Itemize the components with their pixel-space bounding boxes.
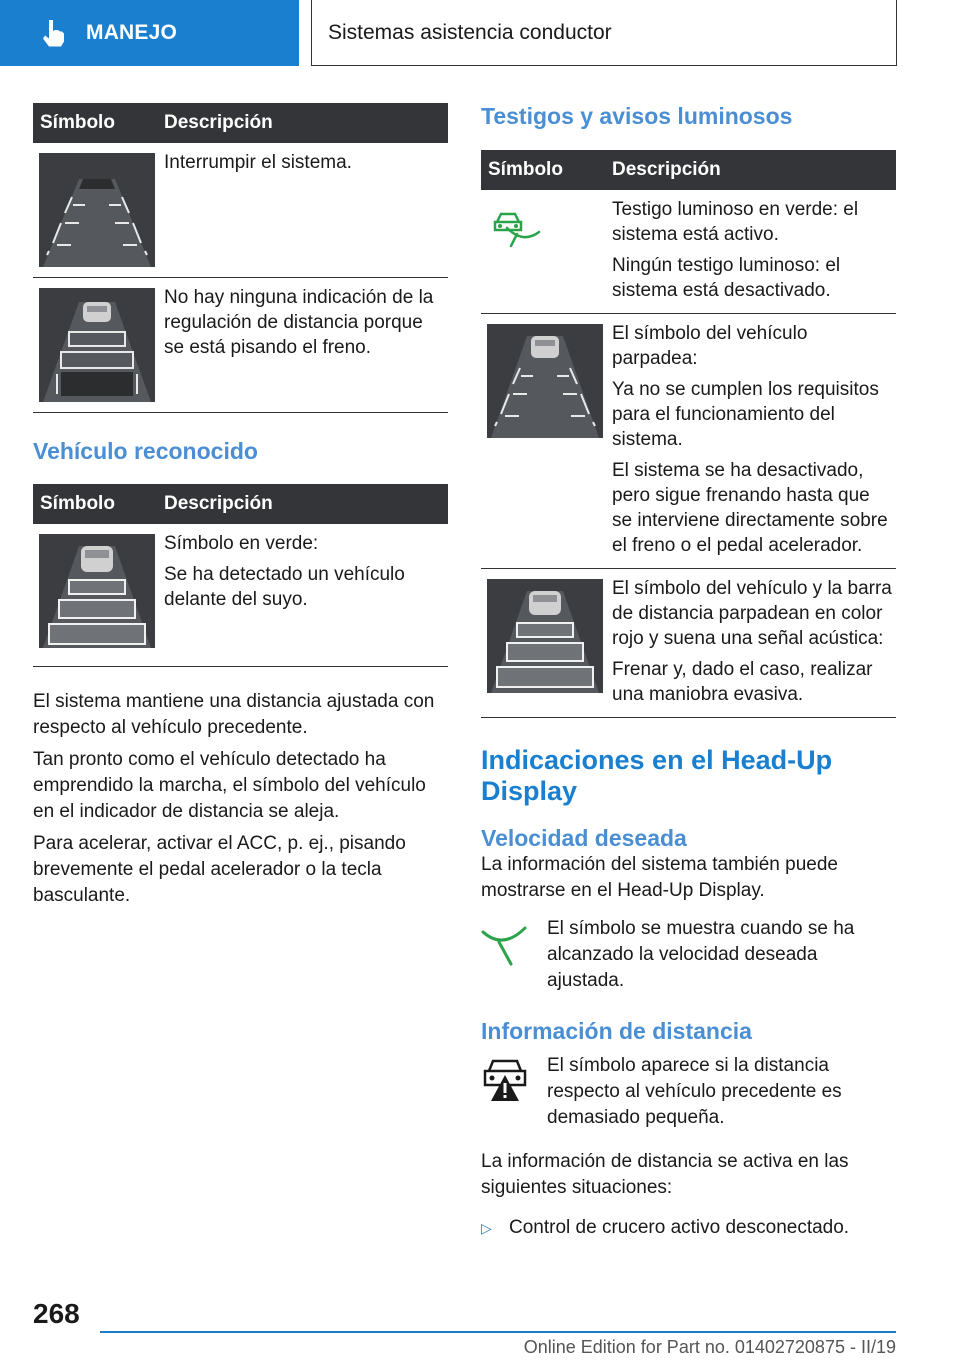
table-header xyxy=(33,103,448,143)
subsection-heading: Información de distancia xyxy=(481,1018,752,1044)
list-item xyxy=(481,1215,896,1241)
description-text: Se ha detectado un vehículo delante del suyo. xyxy=(164,564,405,610)
edition-note: Online Edition for Part no. 01402720875 - II/19 xyxy=(523,1337,896,1357)
description-text: No hay ninguna indicación de la regulación de distancia porque se está pisando el freno. xyxy=(164,287,434,358)
description-text: Interrumpir el sistema. xyxy=(164,152,352,173)
paragraph: La información del sistema también puede mostrarse en el Head-Up Display. xyxy=(481,854,838,901)
chapter-header xyxy=(311,0,897,66)
paragraph: Para acelerar, activar el ACC, p. ej., pisando brevemente el pedal acelerador o la tecla basculante. xyxy=(33,833,406,906)
acc-indicator-light-icon xyxy=(487,204,547,250)
header-section-tab[interactable] xyxy=(0,0,299,66)
desired-speed-icon xyxy=(481,920,527,966)
icon-note xyxy=(481,916,896,994)
table-row xyxy=(481,569,896,718)
description-text: Testigo luminoso en verde: el sistema está activo. xyxy=(612,199,859,245)
paragraph: El sistema mantiene una distancia ajustada con respecto al vehículo precedente. xyxy=(33,691,435,738)
column-header-symbol: Símbolo xyxy=(40,493,115,514)
description-text: El símbolo del vehículo y la barra de distancia parpadean en color rojo y suena una señal acústica: xyxy=(612,578,892,649)
chapter-heading: Indicaciones en el Head-Up Display xyxy=(481,745,833,806)
table-header xyxy=(33,484,448,524)
icon-note-text: El símbolo aparece si la distancia respecto al vehículo precedente es demasiado pequeña. xyxy=(547,1055,842,1128)
description-text: Símbolo en verde: xyxy=(164,533,319,554)
acc-vehicle-flashing-icon xyxy=(487,324,603,438)
description-text: Frenar y, dado el caso, realizar una maniobra evasiva. xyxy=(612,659,873,705)
section-heading: Vehículo reconocido xyxy=(33,438,258,464)
left-column xyxy=(33,103,448,909)
description-text: Ya no se cumplen los requisitos para el funcionamiento del sistema. xyxy=(612,379,879,450)
acc-vehicle-braking-icon xyxy=(39,288,155,402)
table-row xyxy=(481,190,896,314)
description-text: Ningún testigo luminoso: el sistema está desactivado. xyxy=(612,255,841,301)
symbol-table-1 xyxy=(33,103,448,413)
column-header-description: Descripción xyxy=(164,112,273,133)
subsection-heading: Velocidad deseada xyxy=(481,825,687,851)
column-header-symbol: Símbolo xyxy=(40,112,115,133)
table-header xyxy=(481,150,896,190)
acc-lanes-interrupted-icon xyxy=(39,153,155,267)
column-header-symbol: Símbolo xyxy=(488,159,563,180)
column-header-description: Descripción xyxy=(612,159,721,180)
page-number: 268 xyxy=(33,1298,80,1329)
acc-vehicle-distance-bar-icon xyxy=(487,579,603,693)
acc-vehicle-detected-icon xyxy=(39,534,155,648)
footer-divider xyxy=(100,1331,896,1333)
paragraph: Tan pronto como el vehículo detectado ha emprendido la marcha, el símbolo del vehículo en el indicador de distancia se aleja. xyxy=(33,749,426,822)
table-row xyxy=(33,278,448,413)
table-row xyxy=(33,524,448,667)
triangle-bullet-icon: ▷ xyxy=(481,1220,492,1236)
paragraph: La información de distancia se activa en las siguientes situaciones: xyxy=(481,1151,849,1198)
hand-pointer-icon xyxy=(40,18,66,48)
list-item-text: Control de crucero activo desconectado. xyxy=(509,1217,850,1238)
description-text: El sistema se ha desactivado, pero sigue frenando hasta que se interviene directamente sobre el freno o el pedal acelerador. xyxy=(612,460,888,556)
chapter-title: Sistemas asistencia conductor xyxy=(328,20,612,44)
icon-note xyxy=(481,1053,896,1131)
icon-note-text: El símbolo se muestra cuando se ha alcanzado la velocidad deseada ajustada. xyxy=(547,918,855,991)
section-title: MANEJO xyxy=(86,21,178,44)
table-row xyxy=(33,143,448,278)
section-heading: Testigos y avisos luminosos xyxy=(481,103,793,129)
warning-lights-table xyxy=(481,150,896,718)
column-header-description: Descripción xyxy=(164,493,273,514)
symbol-table-2 xyxy=(33,484,448,667)
right-column xyxy=(481,103,896,1241)
table-row xyxy=(481,314,896,569)
description-text: El símbolo del vehículo parpadea: xyxy=(612,323,808,369)
distance-warning-icon xyxy=(481,1057,529,1103)
